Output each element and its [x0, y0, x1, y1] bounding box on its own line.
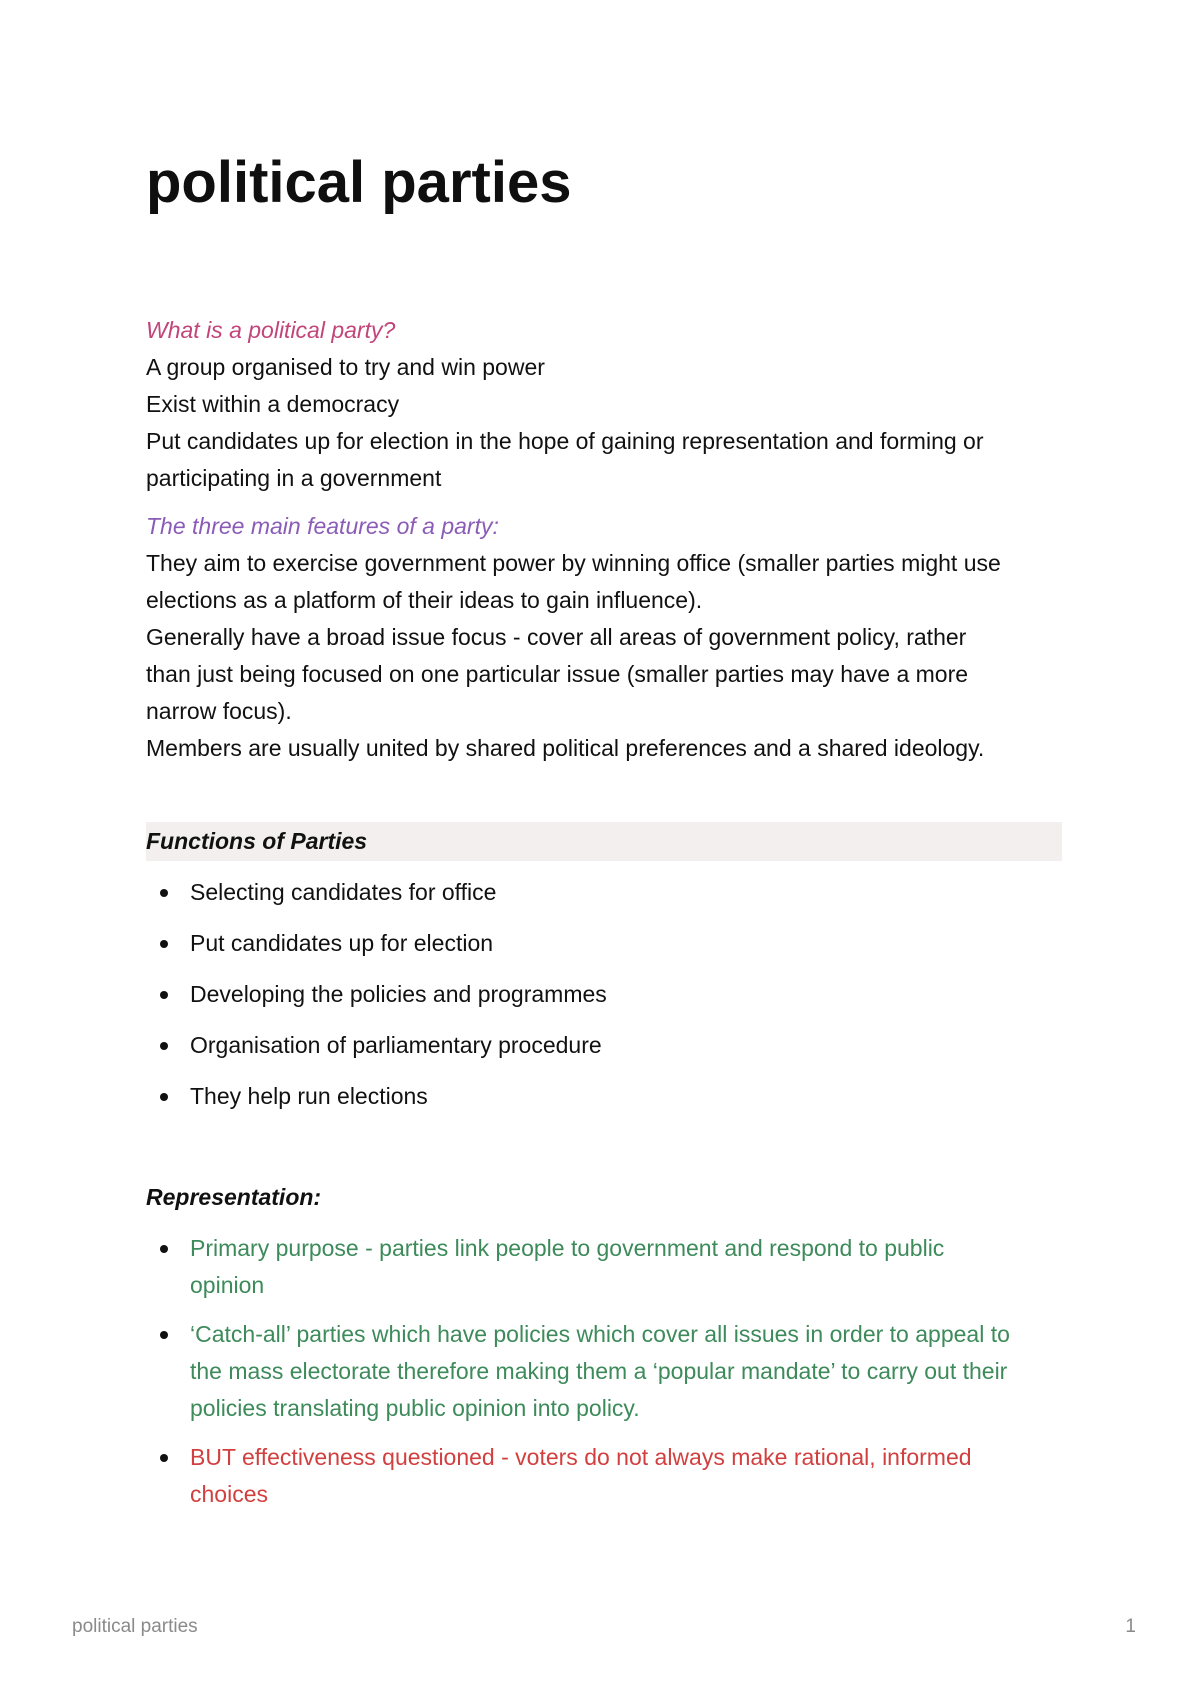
bullet-dot-icon [160, 1245, 168, 1253]
list-item-line: ‘Catch-all’ parties which have policies which cover all issues in order to appeal to [190, 1321, 1010, 1347]
list-item [146, 1078, 1062, 1115]
list-item-line: Primary purpose - parties link people to government and respond to public [190, 1235, 945, 1261]
list-item [146, 1316, 1062, 1427]
footer-page-number: 1 [1125, 1616, 1136, 1637]
bullet-dot-icon [160, 1331, 168, 1339]
functions-list [146, 874, 1062, 1129]
features-line: than just being focused on one particular issue (smaller parties may have a more [146, 661, 969, 687]
bullet-dot-icon [160, 1454, 168, 1462]
list-item-line: choices [190, 1481, 268, 1507]
list-item [146, 925, 1062, 962]
features-line: elections as a platform of their ideas to gain influence). [146, 587, 703, 613]
representation-heading: Representation: [146, 1184, 322, 1210]
list-item-line: policies translating public opinion into policy. [190, 1395, 640, 1421]
list-item [146, 1027, 1062, 1064]
list-item [146, 874, 1062, 911]
features-line: Members are usually united by shared political preferences and a shared ideology. [146, 735, 985, 761]
bullet-dot-icon [160, 1042, 168, 1050]
list-item-text: Selecting candidates for office [190, 879, 497, 905]
intro-line: participating in a government [146, 465, 442, 491]
list-item-line: the mass electorate therefore making them a ‘popular mandate’ to carry out their [190, 1358, 1008, 1384]
list-item-text: Organisation of parliamentary procedure [190, 1032, 602, 1058]
intro-section [146, 312, 1062, 767]
intro-line: Put candidates up for election in the hope of gaining representation and forming or [146, 428, 984, 454]
bullet-dot-icon [160, 1093, 168, 1101]
bullet-dot-icon [160, 889, 168, 897]
bullet-dot-icon [160, 940, 168, 948]
intro-line: A group organised to try and win power [146, 354, 545, 380]
features-line: narrow focus). [146, 698, 292, 724]
list-item-line: BUT effectiveness questioned - voters do not always make rational, informed [190, 1444, 972, 1470]
page-title: political parties [146, 150, 572, 215]
intro-line: Exist within a democracy [146, 391, 400, 417]
list-item [146, 976, 1062, 1013]
list-item-line: opinion [190, 1272, 265, 1298]
features-line: Generally have a broad issue focus - cover all areas of government policy, rather [146, 624, 967, 650]
functions-heading: Functions of Parties [146, 828, 368, 854]
features-heading: The three main features of a party: [146, 513, 499, 539]
list-item [146, 1439, 1062, 1513]
features-line: They aim to exercise government power by winning office (smaller parties might use [146, 550, 1001, 576]
intro-question: What is a political party? [146, 317, 396, 343]
list-item-text: They help run elections [190, 1083, 428, 1109]
list-item [146, 1230, 1062, 1304]
bullet-dot-icon [160, 991, 168, 999]
list-item-text: Developing the policies and programmes [190, 981, 607, 1007]
footer-document-name: political parties [72, 1616, 198, 1637]
list-item-text: Put candidates up for election [190, 930, 494, 956]
representation-list [146, 1230, 1062, 1525]
functions-heading-callout [146, 822, 1062, 861]
